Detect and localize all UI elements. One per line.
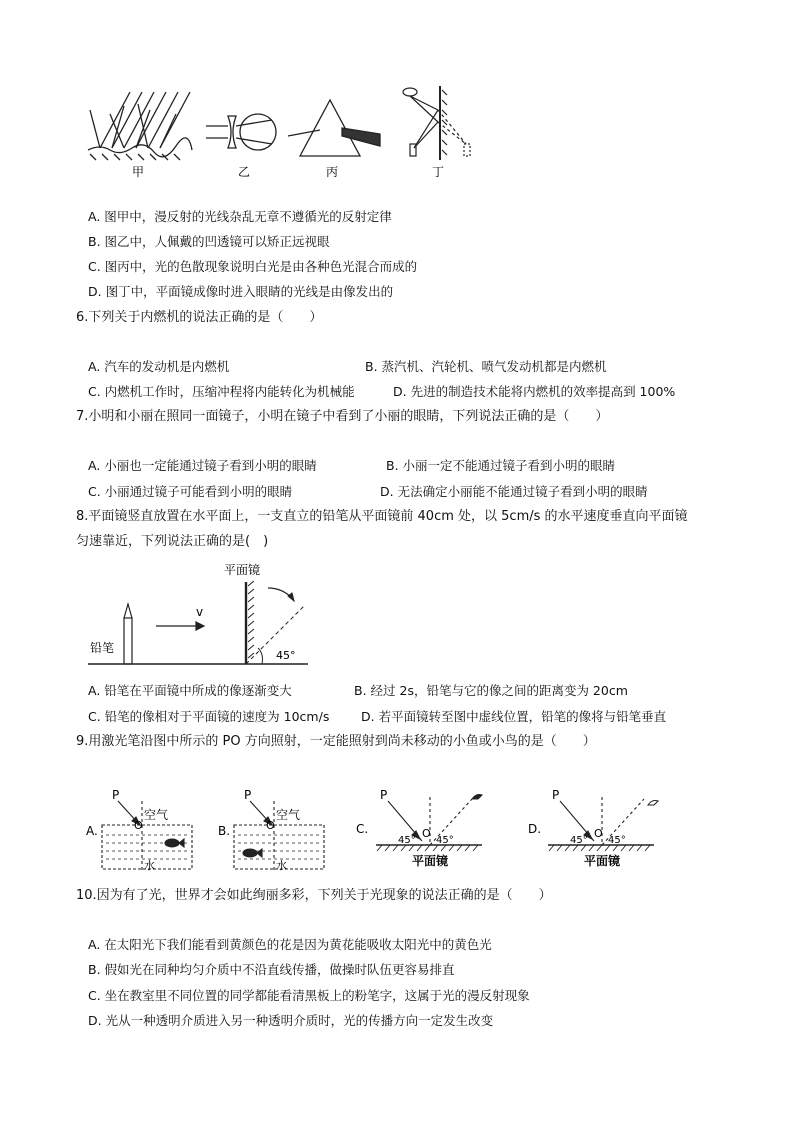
q10-option-c: C. 坐在教室里不同位置的同学都能看清黑板上的粉笔字，这属于光的漫反射现象 — [88, 988, 530, 1003]
q9-figure-a — [84, 785, 194, 875]
q8-option-a: A. 铅笔在平面镜中所成的像逐渐变大 — [88, 683, 292, 698]
q6-option-a: A. 汽车的发动机是内燃机 — [88, 359, 230, 374]
angle-label: 45° — [276, 649, 296, 662]
q7-option-a: A. 小丽也一定能通过镜子看到小明的眼睛 — [88, 458, 317, 473]
water-label: 水 — [276, 859, 287, 872]
fig-yi-eye-lens — [206, 114, 276, 150]
fig-bing-prism — [288, 100, 380, 156]
q5-option-b: B. 图乙中，人佩戴的凹透镜可以矫正远视眼 — [88, 234, 330, 249]
angle-right-label: 45° — [436, 835, 454, 846]
q9-stem: 9.用激光笔沿图中所示的 PO 方向照射，一定能照射到尚未移动的小鱼或小鸟的是（ ） — [76, 734, 596, 749]
angle-right-label: 45° — [608, 835, 626, 846]
point-p-label: P — [244, 788, 252, 802]
q8-option-b: B. 经过 2s，铅笔与它的像之间的距离变为 20cm — [354, 683, 628, 698]
q9-figure-d — [526, 783, 661, 873]
q7-option-c: C. 小丽通过镜子可能看到小明的眼睛 — [88, 484, 293, 499]
velocity-label: v — [196, 605, 204, 619]
fig-b-letter: B. — [218, 824, 231, 838]
mirror-label: 平面镜 — [584, 854, 621, 868]
q8-option-c: C. 铅笔的像相对于平面镜的速度为 10cm/s — [88, 709, 330, 724]
angle-left-label: 45° — [570, 835, 588, 846]
velocity-arrow-icon — [156, 622, 204, 630]
q7-stem: 7.小明和小丽在照同一面镜子，小明在镜子中看到了小丽的眼睛，下列说法正确的是（ ） — [76, 409, 609, 424]
fig-label-jia: 甲 — [132, 165, 145, 179]
q8-option-d: D. 若平面镜转至图中虚线位置，铅笔的像将与铅笔垂直 — [361, 709, 667, 724]
fig-jia-diffuse-reflection — [88, 92, 192, 160]
water-label: 水 — [144, 859, 155, 872]
q8-stem-line1: 8.平面镜竖直放置在水平面上，一支直立的铅笔从平面镜前 40cm 处，以 5cm/s 的水平速度垂直向平面镜 — [76, 509, 688, 524]
angle-left-label: 45° — [398, 835, 416, 846]
q5-option-d: D. 图丁中，平面镜成像时进入眼睛的光线是由像发出的 — [88, 284, 394, 299]
fig-c-letter: C. — [356, 822, 369, 836]
q10-stem: 10.因为有了光，世界才会如此绚丽多彩，下列关于光现象的说法正确的是（ ） — [76, 888, 552, 903]
q6-stem: 6.下列关于内燃机的说法正确的是（ ） — [76, 310, 323, 325]
point-o-label: O — [134, 819, 143, 832]
q8-figure — [86, 560, 316, 672]
point-o-label: O — [422, 827, 431, 840]
q8-stem-line2: 匀速靠近，下列说法正确的是( ) — [76, 534, 269, 549]
bird-icon — [472, 795, 482, 800]
q5-figure — [80, 80, 500, 180]
point-o-label: O — [594, 827, 603, 840]
q5-option-a: A. 图甲中，漫反射的光线杂乱无章不遵循光的反射定律 — [88, 209, 392, 224]
mirror-label: 平面镜 — [412, 854, 449, 868]
fig-a-letter: A. — [86, 824, 98, 838]
q6-option-c: C. 内燃机工作时，压缩冲程将内能转化为机械能 — [88, 384, 355, 399]
fig-label-ding: 丁 — [432, 165, 445, 179]
q7-option-d: D. 无法确定小丽能不能通过镜子看到小明的眼睛 — [380, 484, 648, 499]
q6-option-b: B. 蒸汽机、汽轮机、喷气发动机都是内燃机 — [365, 359, 607, 374]
pencil-icon — [124, 604, 132, 664]
q10-option-b: B. 假如光在同种均匀介质中不沿直线传播，做操时队伍更容易排直 — [88, 962, 455, 977]
q7-option-b: B. 小丽一定不能通过镜子看到小明的眼睛 — [386, 458, 616, 473]
fig-label-yi: 乙 — [238, 165, 251, 179]
q9-figure-c — [354, 783, 489, 873]
q10-option-d: D. 光从一种透明介质进入另一种透明介质时，光的传播方向一定发生改变 — [88, 1013, 494, 1028]
fish-icon — [165, 839, 179, 847]
bird-icon — [648, 801, 658, 806]
fish-icon — [243, 849, 257, 857]
air-label: 空气 — [276, 808, 301, 822]
point-p-label: P — [552, 788, 560, 802]
q10-option-a: A. 在太阳光下我们能看到黄颜色的花是因为黄花能吸收太阳光中的黄色光 — [88, 937, 492, 952]
point-o-label: O — [266, 819, 275, 832]
fig-label-bing: 丙 — [326, 165, 339, 179]
fig-d-letter: D. — [528, 822, 542, 836]
pencil-label: 铅笔 — [90, 641, 115, 655]
q9-figure-b — [216, 785, 326, 875]
fig-ding-mirror-image — [403, 86, 470, 160]
point-p-label: P — [380, 788, 388, 802]
q5-option-c: C. 图丙中，光的色散现象说明白光是由各种色光混合而成的 — [88, 259, 418, 274]
mirror-label: 平面镜 — [224, 563, 261, 577]
air-label: 空气 — [144, 808, 169, 822]
q6-option-d: D. 先进的制造技术能将内燃机的效率提高到 100% — [393, 384, 676, 399]
point-p-label: P — [112, 788, 120, 802]
